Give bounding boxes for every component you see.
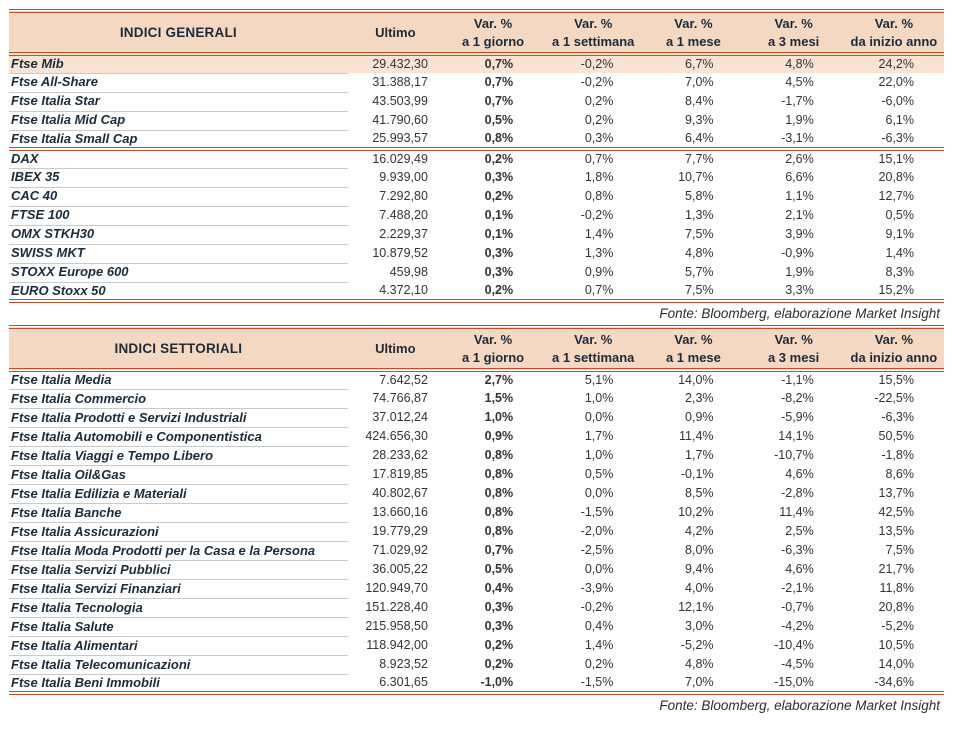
var-percent-value: 1,1%: [785, 188, 814, 203]
column-header-label: Var. %: [774, 332, 813, 348]
var-percent-value: 0,8%: [484, 447, 514, 462]
var-percent-value: -6,0%: [881, 93, 914, 108]
column-header-var: [744, 327, 844, 370]
column-header-var: [543, 11, 643, 54]
var-percent-value: 0,7%: [443, 54, 543, 73]
column-header-label: Var. %: [874, 16, 914, 31]
column-header-sublabel: a 1 mese: [665, 349, 721, 365]
var-percent-value: -0,1%: [680, 466, 714, 481]
table-row: [9, 282, 944, 301]
index-name: Ftse All-Share: [9, 73, 348, 92]
var-percent-value: 13,5%: [878, 523, 914, 538]
var-percent-value: 0,8%: [443, 130, 543, 149]
column-header-var: [844, 327, 944, 370]
column-header-var: [844, 11, 944, 54]
var-percent-value: 0,2%: [484, 282, 514, 297]
table-row: [9, 541, 944, 560]
ultimo-value: 41.790,60: [372, 112, 428, 127]
var-percent-value: 20,8%: [878, 599, 914, 614]
table-row: [9, 130, 944, 149]
var-percent-value: 0,3%: [484, 599, 514, 614]
ultimo-value: 7.642,52: [379, 372, 428, 387]
var-percent-value: 0,1%: [484, 207, 514, 222]
var-percent-value: 0,8%: [484, 466, 514, 481]
ultimo-value: 37.012,24: [372, 409, 428, 424]
column-header-label: Var. %: [473, 332, 513, 348]
var-percent-value: 14,0%: [678, 372, 714, 387]
var-percent-value: 8,6%: [885, 466, 914, 481]
var-percent-value: 4,6%: [785, 466, 814, 481]
index-name: Ftse Italia Viaggi e Tempo Libero: [9, 446, 348, 465]
table-title: INDICI GENERALI: [9, 11, 348, 54]
var-percent-value: 0,0%: [584, 485, 614, 500]
var-percent-value: 6,6%: [785, 169, 814, 184]
var-percent-value: 5,8%: [685, 188, 714, 203]
var-percent-value: -5,2%: [680, 637, 714, 652]
ultimo-value: 120.949,70: [365, 580, 428, 595]
var-percent-value: 10,5%: [878, 637, 914, 652]
var-percent-value: 0,3%: [484, 264, 514, 279]
var-percent-value: 0,8%: [484, 504, 514, 519]
ultimo-value: 4.372,10: [379, 282, 428, 297]
var-percent-value: 22,0%: [878, 74, 914, 89]
index-name: OMX STKH30: [9, 225, 348, 244]
column-header-ultimo: [348, 11, 443, 54]
ultimo-value: 71.029,92: [372, 542, 428, 557]
index-name: Ftse Mib: [9, 54, 348, 73]
table-row: [9, 54, 944, 73]
var-percent-value: 0,9%: [685, 409, 714, 424]
var-percent-value: 0,8%: [484, 485, 514, 500]
ultimo-value: 2.229,37: [379, 226, 428, 241]
ultimo-value: 9.939,00: [379, 169, 428, 184]
index-name: Ftse Italia Beni Immobili: [9, 674, 348, 693]
table-header-row: [9, 327, 944, 370]
table-row: [9, 655, 944, 674]
table-row: [9, 522, 944, 541]
var-percent-value: 7,5%: [885, 542, 914, 557]
var-percent-value: 0,7%: [484, 74, 514, 89]
column-header-var: [443, 327, 543, 370]
var-percent-value: -5,2%: [881, 618, 914, 633]
var-percent-value: -22,5%: [874, 390, 914, 405]
table-row: [9, 598, 944, 617]
var-percent-value: 50,5%: [878, 428, 914, 443]
column-header-sublabel: a 3 mesi: [767, 349, 820, 365]
var-percent-value: 4,6%: [785, 561, 814, 576]
var-percent-value: 0,8%: [584, 188, 614, 203]
ultimo-value: 151.228,40: [365, 599, 428, 614]
var-percent-value: 7,5%: [685, 282, 714, 297]
var-percent-value: 7,5%: [685, 226, 714, 241]
var-percent-value: 4,8%: [685, 656, 714, 671]
var-percent-value: 0,3%: [484, 245, 514, 260]
column-header-sublabel: a 1 giorno: [461, 349, 525, 365]
var-percent-value: 8,4%: [685, 93, 714, 108]
ultimo-value: 74.766,87: [372, 390, 428, 405]
column-header-label: Var. %: [774, 16, 813, 31]
var-percent-value: -0,2%: [580, 74, 614, 89]
column-header-label: Var. %: [674, 332, 713, 348]
var-percent-value: 9,1%: [885, 226, 914, 241]
indici-settoriali-section: [9, 325, 944, 717]
var-percent-value: 11,8%: [879, 580, 914, 595]
var-percent-value: -0,7%: [781, 599, 814, 614]
var-percent-value: -0,2%: [543, 54, 643, 73]
var-percent-value: 4,8%: [744, 54, 844, 73]
var-percent-value: 0,7%: [584, 282, 614, 297]
var-percent-value: 1,0%: [584, 447, 614, 462]
var-percent-value: 1,9%: [785, 112, 814, 127]
table-row: [9, 674, 944, 693]
column-header-label: Ultimo: [375, 24, 416, 40]
var-percent-value: -2,0%: [580, 523, 614, 538]
var-percent-value: 0,2%: [484, 656, 514, 671]
ultimo-value: 6.301,65: [379, 674, 428, 689]
table-row: [9, 389, 944, 408]
index-name: Ftse Italia Edilizia e Materiali: [9, 484, 348, 503]
table-row: [9, 370, 944, 389]
column-header-sublabel: a 1 giorno: [461, 33, 525, 49]
var-percent-value: 0,2%: [484, 188, 514, 203]
table-row: [9, 427, 944, 446]
column-header-var: [643, 327, 743, 370]
indici-settoriali-table: [9, 325, 944, 695]
var-percent-value: -34,6%: [874, 674, 914, 689]
var-percent-value: 0,2%: [484, 637, 514, 652]
table-row: [9, 617, 944, 636]
ultimo-value: 13.660,16: [372, 504, 428, 519]
var-percent-value: -1,8%: [881, 447, 914, 462]
var-percent-value: 0,2%: [484, 151, 514, 166]
index-name: STOXX Europe 600: [9, 263, 348, 282]
table-row: [9, 206, 944, 225]
var-percent-value: 15,1%: [878, 151, 914, 166]
column-header-label: Var. %: [874, 332, 914, 348]
var-percent-value: 0,2%: [584, 93, 614, 108]
var-percent-value: -10,4%: [774, 637, 814, 652]
var-percent-value: 42,5%: [878, 504, 914, 519]
ultimo-value: 10.879,52: [372, 245, 428, 260]
index-name: Ftse Italia Tecnologia: [9, 598, 348, 617]
ultimo-value: 215.958,50: [365, 618, 428, 633]
var-percent-value: -8,2%: [781, 390, 814, 405]
var-percent-value: 2,6%: [785, 151, 814, 166]
var-percent-value: 2,7%: [484, 372, 514, 387]
var-percent-value: -6,3%: [844, 130, 944, 149]
index-name: Ftse Italia Star: [9, 92, 348, 111]
var-percent-value: 1,3%: [685, 207, 714, 222]
var-percent-value: 4,0%: [685, 580, 714, 595]
table-row: [9, 149, 944, 168]
var-percent-value: 0,5%: [584, 466, 614, 481]
ultimo-value: 7.292,80: [379, 188, 428, 203]
ultimo-value: 43.503,99: [372, 93, 428, 108]
ultimo-value: 19.779,29: [372, 523, 428, 538]
var-percent-value: 1,3%: [584, 245, 614, 260]
var-percent-value: 10,2%: [678, 504, 714, 519]
var-percent-value: -3,1%: [744, 130, 844, 149]
var-percent-value: 5,1%: [584, 372, 614, 387]
var-percent-value: 1,8%: [584, 169, 614, 184]
var-percent-value: 1,7%: [584, 428, 614, 443]
var-percent-value: -4,5%: [781, 656, 814, 671]
var-percent-value: -10,7%: [774, 447, 814, 462]
index-name: Ftse Italia Servizi Pubblici: [9, 560, 348, 579]
var-percent-value: 2,5%: [785, 523, 814, 538]
ultimo-value: 459,98: [389, 264, 428, 279]
ultimo-value: 40.802,67: [372, 485, 428, 500]
table-row: [9, 225, 944, 244]
var-percent-value: 1,9%: [785, 264, 814, 279]
index-name: Ftse Italia Automobili e Componentistica: [9, 427, 348, 446]
var-percent-value: 14,1%: [778, 428, 814, 443]
var-percent-value: 15,2%: [878, 282, 914, 297]
column-header-label: Var. %: [674, 16, 713, 31]
var-percent-value: 1,7%: [685, 447, 714, 462]
index-name: Ftse Italia Banche: [9, 503, 348, 522]
var-percent-value: 2,1%: [785, 207, 814, 222]
var-percent-value: -1,0%: [480, 674, 514, 689]
table-row: [9, 465, 944, 484]
indici-generali-section: [9, 9, 944, 325]
column-header-var: [744, 11, 844, 54]
index-name: CAC 40: [9, 187, 348, 206]
var-percent-value: 7,7%: [685, 151, 714, 166]
column-header-var: [543, 327, 643, 370]
var-percent-value: 1,5%: [484, 390, 514, 405]
var-percent-value: 9,3%: [685, 112, 714, 127]
var-percent-value: -0,2%: [580, 207, 614, 222]
column-header-label: Var. %: [574, 16, 613, 31]
table-row: [9, 92, 944, 111]
var-percent-value: 8,3%: [885, 264, 914, 279]
index-name: Ftse Italia Oil&Gas: [9, 465, 348, 484]
table-row: [9, 560, 944, 579]
var-percent-value: 21,7%: [878, 561, 914, 576]
index-name: Ftse Italia Alimentari: [9, 636, 348, 655]
table-row: [9, 446, 944, 465]
var-percent-value: -3,9%: [580, 580, 614, 595]
var-percent-value: 4,5%: [785, 74, 814, 89]
ultimo-value: 31.388,17: [372, 74, 428, 89]
index-name: IBEX 35: [9, 168, 348, 187]
var-percent-value: 1,4%: [584, 226, 614, 241]
ultimo-value: 25.993,57: [348, 130, 443, 149]
column-header-var: [443, 11, 543, 54]
column-header-label: Ultimo: [375, 340, 416, 356]
var-percent-value: 0,0%: [584, 409, 614, 424]
var-percent-value: 0,7%: [584, 151, 614, 166]
var-percent-value: -1,7%: [781, 93, 814, 108]
table-row: [9, 503, 944, 522]
var-percent-value: -6,3%: [881, 409, 914, 424]
index-name: Ftse Italia Small Cap: [9, 130, 348, 149]
var-percent-value: 0,2%: [584, 656, 614, 671]
var-percent-value: 24,2%: [844, 54, 944, 73]
column-header-label: Var. %: [473, 16, 513, 31]
var-percent-value: -2,5%: [580, 542, 614, 557]
var-percent-value: 0,1%: [484, 226, 514, 241]
ultimo-value: 424.656,30: [365, 428, 428, 443]
var-percent-value: 3,9%: [785, 226, 814, 241]
var-percent-value: 0,3%: [484, 618, 514, 633]
table-row: [9, 484, 944, 503]
index-name: DAX: [9, 149, 348, 168]
index-name: EURO Stoxx 50: [9, 282, 348, 301]
index-name: FTSE 100: [9, 206, 348, 225]
var-percent-value: -15,0%: [774, 674, 814, 689]
table-row: [9, 579, 944, 598]
var-percent-value: -5,9%: [781, 409, 814, 424]
ultimo-value: 36.005,22: [372, 561, 428, 576]
table-row: [9, 187, 944, 206]
table-title: INDICI SETTORIALI: [9, 327, 348, 370]
ultimo-value: 8.923,52: [379, 656, 428, 671]
var-percent-value: 12,7%: [878, 188, 914, 203]
var-percent-value: -2,8%: [781, 485, 814, 500]
index-name: Ftse Italia Moda Prodotti per la Casa e la Persona: [9, 541, 348, 560]
var-percent-value: 0,7%: [484, 93, 514, 108]
index-name: Ftse Italia Servizi Finanziari: [9, 579, 348, 598]
table-row: [9, 111, 944, 130]
source-note: Fonte: Bloomberg, elaborazione Market Insight: [659, 306, 940, 322]
ultimo-value: 118.942,00: [366, 637, 428, 652]
var-percent-value: 8,0%: [685, 542, 714, 557]
var-percent-value: 1,0%: [584, 390, 614, 405]
table-row: [9, 168, 944, 187]
indici-generali-table: [9, 9, 944, 303]
var-percent-value: 9,4%: [685, 561, 714, 576]
var-percent-value: 7,0%: [685, 674, 714, 689]
column-header-sublabel: a 1 settimana: [552, 33, 635, 49]
var-percent-value: 2,3%: [685, 390, 714, 405]
var-percent-value: 0,5%: [484, 561, 514, 576]
var-percent-value: 6,4%: [643, 130, 743, 149]
ultimo-value: 7.488,20: [379, 207, 428, 222]
var-percent-value: -0,9%: [781, 245, 814, 260]
ultimo-value: 28.233,62: [372, 447, 428, 462]
var-percent-value: 0,9%: [584, 264, 614, 279]
var-percent-value: 8,5%: [685, 485, 714, 500]
var-percent-value: 11,4%: [779, 504, 814, 519]
var-percent-value: 7,0%: [685, 74, 714, 89]
var-percent-value: 0,5%: [885, 207, 914, 222]
var-percent-value: 0,8%: [484, 523, 514, 538]
var-percent-value: 0,5%: [484, 112, 514, 127]
table-row: [9, 408, 944, 427]
index-name: Ftse Italia Commercio: [9, 389, 348, 408]
table-header-row: [9, 11, 944, 54]
var-percent-value: -4,2%: [781, 618, 814, 633]
var-percent-value: 4,8%: [685, 245, 714, 260]
column-header-sublabel: da inizio anno: [850, 349, 938, 365]
var-percent-value: 0,2%: [584, 112, 614, 127]
var-percent-value: 3,3%: [785, 282, 814, 297]
index-name: Ftse Italia Mid Cap: [9, 111, 348, 130]
column-header-sublabel: da inizio anno: [850, 33, 938, 49]
var-percent-value: -1,5%: [580, 674, 614, 689]
var-percent-value: 0,9%: [484, 428, 514, 443]
var-percent-value: 10,7%: [678, 169, 714, 184]
column-header-sublabel: a 1 mese: [665, 33, 721, 49]
var-percent-value: -2,1%: [781, 580, 814, 595]
var-percent-value: 0,3%: [484, 169, 514, 184]
table-row: [9, 244, 944, 263]
var-percent-value: 4,2%: [685, 523, 714, 538]
var-percent-value: 0,4%: [484, 580, 514, 595]
table-row: [9, 263, 944, 282]
index-name: Ftse Italia Media: [9, 370, 348, 389]
var-percent-value: 6,7%: [643, 54, 743, 73]
column-header-ultimo: [348, 327, 443, 370]
ultimo-value: 17.819,85: [372, 466, 428, 481]
var-percent-value: -0,2%: [580, 599, 614, 614]
var-percent-value: 6,1%: [885, 112, 914, 127]
source-note: Fonte: Bloomberg, elaborazione Market Insight: [659, 698, 940, 714]
index-name: Ftse Italia Prodotti e Servizi Industriali: [9, 408, 348, 427]
ultimo-value: 16.029,49: [372, 151, 428, 166]
var-percent-value: 5,7%: [685, 264, 714, 279]
var-percent-value: 0,0%: [584, 561, 614, 576]
var-percent-value: 1,4%: [584, 637, 614, 652]
var-percent-value: -1,5%: [580, 504, 614, 519]
var-percent-value: -6,3%: [781, 542, 814, 557]
index-name: SWISS MKT: [9, 244, 348, 263]
ultimo-value: 29.432,30: [348, 54, 443, 73]
index-name: Ftse Italia Telecomunicazioni: [9, 655, 348, 674]
var-percent-value: 0,3%: [543, 130, 643, 149]
var-percent-value: 0,4%: [584, 618, 614, 633]
var-percent-value: 11,4%: [679, 428, 714, 443]
column-header-var: [643, 11, 743, 54]
var-percent-value: 15,5%: [878, 372, 914, 387]
column-header-sublabel: a 3 mesi: [767, 33, 820, 49]
var-percent-value: 1,0%: [484, 409, 514, 424]
table-row: [9, 636, 944, 655]
index-name: Ftse Italia Salute: [9, 617, 348, 636]
column-header-label: Var. %: [574, 332, 613, 348]
var-percent-value: -1,1%: [781, 372, 814, 387]
var-percent-value: 14,0%: [878, 656, 914, 671]
var-percent-value: 1,4%: [885, 245, 914, 260]
index-name: Ftse Italia Assicurazioni: [9, 522, 348, 541]
var-percent-value: 13,7%: [878, 485, 914, 500]
var-percent-value: 3,0%: [685, 618, 714, 633]
var-percent-value: 12,1%: [678, 599, 714, 614]
table-row: [9, 73, 944, 92]
var-percent-value: 0,7%: [484, 542, 514, 557]
var-percent-value: 20,8%: [878, 169, 914, 184]
column-header-sublabel: a 1 settimana: [552, 349, 635, 365]
